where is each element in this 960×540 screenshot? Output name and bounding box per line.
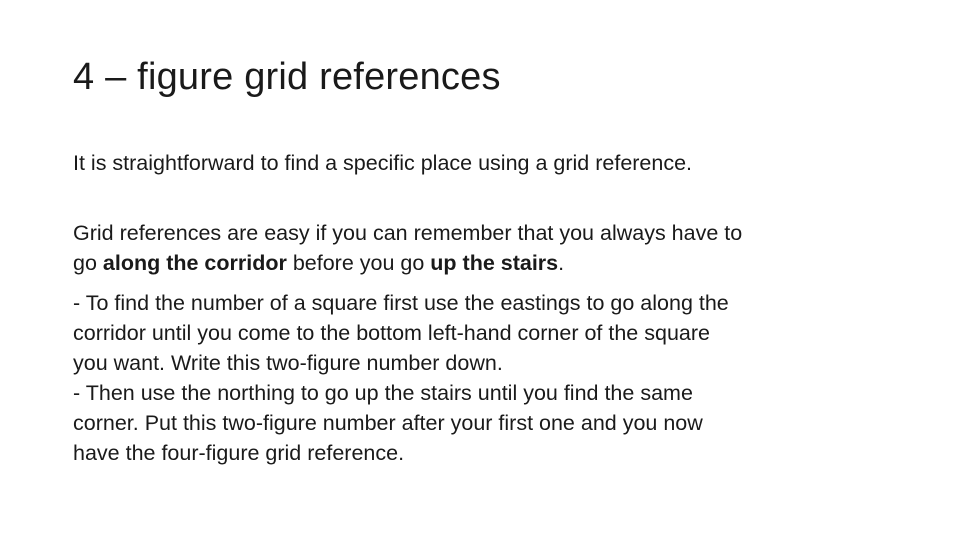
steps-line: you want. Write this two-figure number down. <box>73 351 503 375</box>
steps-line: corner. Put this two‑figure number after your first one and you now <box>73 411 703 435</box>
rule-emphasis-stairs: up the stairs <box>430 251 559 275</box>
slide-title: 4 – figure grid references <box>73 56 501 98</box>
steps-line: - To find the number of a square first use the eastings to go along the <box>73 291 729 315</box>
intro-paragraph: It is straightforward to find a specific place using a grid reference. <box>73 151 693 175</box>
steps-line: have the four-figure grid reference. <box>73 441 405 465</box>
rule-text: before you go <box>286 251 431 275</box>
rule-text: go <box>73 251 103 275</box>
rule-emphasis-corridor: along the corridor <box>102 251 287 275</box>
rule-line-2 <box>73 248 893 278</box>
rule-line-1: Grid references are easy if you can remember that you always have to <box>73 221 743 245</box>
steps-line: - Then use the northing to go up the stairs until you find the same <box>73 381 693 405</box>
steps-line: corridor until you come to the bottom left-hand corner of the square <box>73 321 710 345</box>
rule-text: . <box>558 251 565 275</box>
rule-paragraph <box>73 218 893 278</box>
steps-paragraph <box>73 288 893 468</box>
